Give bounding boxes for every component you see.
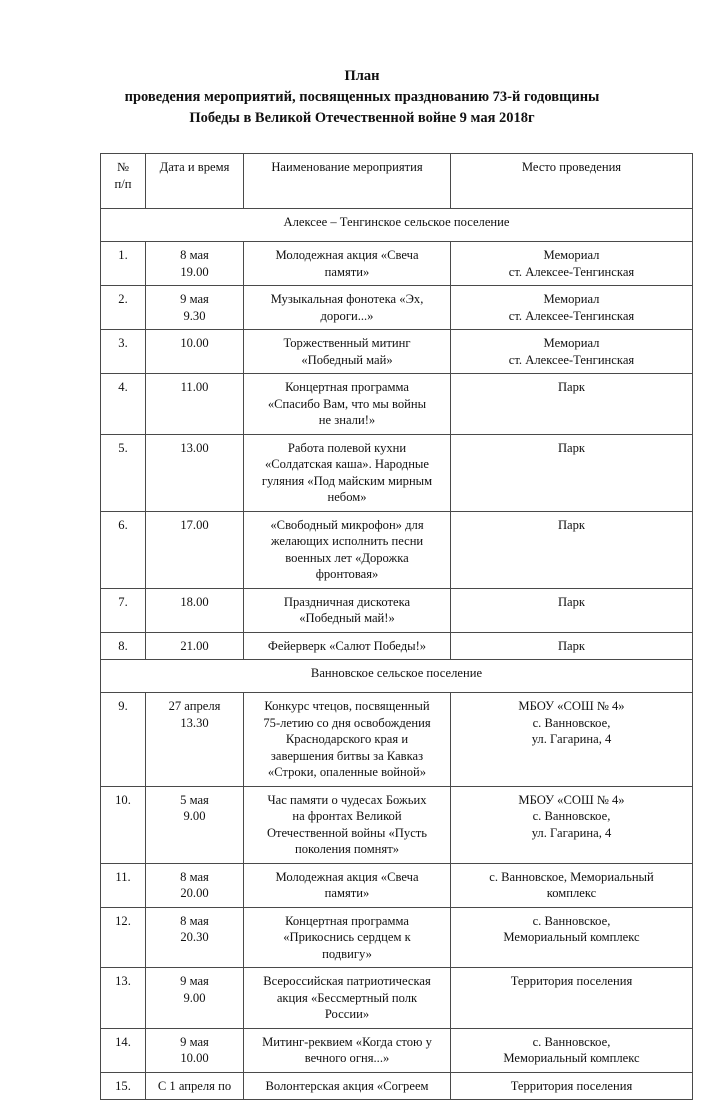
cell-number: 1. [101,242,146,286]
cell-place [451,1028,693,1072]
cell-event-line: «Свободный микрофон» для [270,517,424,532]
cell-number: 4. [101,374,146,435]
cell-place [451,330,693,374]
cell-event-line: дороги...» [320,308,374,323]
cell-place [451,863,693,907]
cell-event [244,434,451,511]
cell-place [451,786,693,863]
section-heading-row [101,209,693,242]
cell-event-line: подвигу» [322,946,372,961]
section-heading: Алексее – Тенгинское сельское поселение [101,209,693,242]
table-row [101,434,693,511]
table-row [101,693,693,787]
column-header-number [101,154,146,209]
cell-date-line: 19.00 [180,264,209,279]
table-row [101,286,693,330]
table-row [101,863,693,907]
cell-event [244,1028,451,1072]
table-row [101,511,693,588]
cell-event-line: Музыкальная фонотека «Эх, [270,292,424,306]
table-row [101,588,693,632]
cell-date-line: 9 мая [180,292,209,306]
cell-number: 7. [101,588,146,632]
cell-date [146,968,244,1029]
cell-event-line: «Строки, опаленные войной» [267,765,427,779]
cell-place-line: Парк [557,517,586,532]
plan-table-container [0,153,724,1100]
cell-event-line: России» [324,1007,370,1021]
cell-date-line: 20.30 [180,930,209,944]
cell-number: 10. [101,786,146,863]
column-header-event: Наименование мероприятия [244,154,451,209]
cell-date-line: 20.00 [180,886,209,900]
cell-place-line: с. Ванновское, [532,809,611,823]
cell-event [244,588,451,632]
cell-place-line: комплекс [546,886,597,900]
cell-place [451,632,693,660]
cell-event-line: Отечественной войны «Пусть [266,825,428,840]
cell-event-line: желающих исполнить песни [270,534,424,548]
cell-event-line: «Прикоснись сердцем к [283,930,411,944]
cell-date [146,286,244,330]
cell-date-line: 27 апреля [168,699,221,713]
title-line-3: Победы в Великой Отечественной войне 9 мая 2018г [189,110,535,126]
section-heading-row [101,660,693,693]
cell-event-line: Краснодарского края и [285,732,409,746]
cell-date-line: С 1 апреля по [157,1078,232,1093]
cell-event [244,374,451,435]
cell-date [146,863,244,907]
cell-event-line: Митинг-реквием «Когда стою у [262,1034,432,1049]
cell-date-line: 21.00 [180,638,209,653]
table-row [101,632,693,660]
cell-date-line: 5 мая [180,792,209,807]
cell-date [146,1028,244,1072]
cell-number: 11. [101,863,146,907]
cell-date-line: 9.00 [183,990,206,1005]
cell-event [244,511,451,588]
table-row [101,330,693,374]
cell-date-line: 18.00 [180,594,209,609]
cell-event-line: небом» [327,490,367,504]
cell-event [244,286,451,330]
cell-event-line: поколения помнят» [294,842,400,856]
cell-event [244,632,451,660]
cell-event-line: акция «Бессмертный полк [276,990,418,1005]
cell-event [244,693,451,787]
cell-date [146,786,244,863]
cell-number: 3. [101,330,146,374]
cell-date-line: 9 мая [180,1034,209,1049]
cell-number: 15. [101,1072,146,1100]
cell-date-line: 8 мая [180,248,209,262]
table-header-row [101,154,693,209]
cell-place-line: ст. Алексее-Тенгинская [508,352,635,367]
cell-event-line: памяти» [324,886,370,900]
cell-event-line: не знали!» [318,413,376,427]
cell-event-line: Конкурс чтецов, посвященный [264,699,430,713]
cell-date-line: 9 мая [180,974,209,988]
cell-place [451,374,693,435]
cell-date [146,1072,244,1100]
cell-place-line: с. Ванновское, [532,913,611,928]
cell-event [244,242,451,286]
cell-date-line: 9.00 [183,809,206,823]
cell-number: 5. [101,434,146,511]
cell-number: 14. [101,1028,146,1072]
cell-event [244,863,451,907]
cell-place [451,588,693,632]
cell-place-line: с. Ванновское, [532,715,611,730]
cell-date [146,588,244,632]
cell-number: 8. [101,632,146,660]
table-row [101,968,693,1029]
table-row [101,1072,693,1100]
cell-place [451,511,693,588]
cell-event-line: «Спасибо Вам, что мы войны [267,396,427,411]
cell-place-line: Территория поселения [510,974,633,988]
cell-place-line: с. Ванновское, [532,1034,611,1049]
cell-place-line: Мемориальный комплекс [503,1051,640,1065]
cell-event-line: Час памяти о чудесах Божьих [267,792,427,807]
cell-event-line: Торжественный митинг [283,336,411,350]
cell-event-line: «Солдатская каша». Народные [264,457,429,471]
cell-place-line: МБОУ «СОШ № 4» [518,792,625,807]
cell-event-line: гуляния «Под майским мирным [261,473,433,488]
table-row [101,1028,693,1072]
cell-place-line: Мемориал [543,336,600,350]
cell-date-line: 13.30 [180,715,209,730]
cell-place-line: ст. Алексее-Тенгинская [508,264,635,279]
cell-date-line: 8 мая [180,913,209,928]
cell-number: 12. [101,907,146,968]
cell-place [451,693,693,787]
cell-place-line: Территория поселения [510,1078,633,1093]
cell-date-line: 8 мая [180,869,209,884]
cell-date-line: 10.00 [180,1051,209,1065]
table-row [101,374,693,435]
column-header-place: Место проведения [451,154,693,209]
cell-event-line: на фронтах Великой [292,809,402,823]
cell-date-line: 11.00 [180,380,209,394]
cell-place [451,286,693,330]
column-header-number-line2: п/п [114,176,132,191]
cell-place-line: Мемориальный комплекс [503,930,640,944]
cell-event-line: фронтовая» [315,567,379,581]
cell-number: 13. [101,968,146,1029]
cell-event-line: «Победный май!» [299,611,395,625]
page-title [0,0,724,129]
cell-event-line: Молодежная акция «Свеча [275,869,419,884]
cell-place-line: ул. Гагарина, 4 [531,825,612,840]
cell-place-line: Мемориал [543,248,600,262]
cell-date-line: 9.30 [183,308,206,323]
cell-date [146,632,244,660]
cell-event-line: 75-летию со дня освобождения [263,715,431,730]
cell-place [451,968,693,1029]
cell-place [451,907,693,968]
cell-event-line: Молодежная акция «Свеча [275,248,419,262]
cell-event-line: Фейерверк «Салют Победы!» [267,638,427,653]
cell-date [146,374,244,435]
cell-date [146,330,244,374]
cell-event [244,786,451,863]
cell-number: 6. [101,511,146,588]
cell-date [146,434,244,511]
cell-place [451,242,693,286]
table-head [101,154,693,209]
cell-event [244,907,451,968]
cell-date [146,242,244,286]
cell-date-line: 17.00 [180,517,209,532]
cell-place [451,434,693,511]
table-row [101,242,693,286]
table-row [101,907,693,968]
cell-place-line: ул. Гагарина, 4 [531,732,612,746]
cell-place-line: Парк [557,638,586,653]
cell-place-line: Мемориал [543,292,600,306]
cell-number: 2. [101,286,146,330]
column-header-date: Дата и время [146,154,244,209]
cell-number: 9. [101,693,146,787]
table-row [101,786,693,863]
title-line-1: План [344,68,380,84]
cell-event-line: Концертная программа [285,913,409,928]
cell-event [244,330,451,374]
cell-place-line: МБОУ «СОШ № 4» [518,699,625,713]
cell-date-line: 13.00 [180,440,209,455]
column-header-number-line1: № [116,160,130,174]
cell-event-line: Праздничная дискотека [283,594,411,609]
cell-event-line: Работа полевой кухни [287,440,407,455]
title-line-2: проведения мероприятий, посвященных празднованию 73-й годовщины [124,89,600,105]
cell-event-line: Волонтерская акция «Согреем [265,1078,429,1093]
cell-date [146,907,244,968]
plan-table [100,153,693,1100]
cell-place [451,1072,693,1100]
cell-event [244,1072,451,1100]
cell-event [244,968,451,1029]
cell-place-line: Парк [557,440,586,455]
cell-event-line: Концертная программа [285,380,409,394]
cell-date-line: 10.00 [180,336,209,350]
cell-date [146,693,244,787]
cell-event-line: «Победный май» [301,352,393,367]
cell-event-line: памяти» [324,264,370,279]
cell-place-line: с. Ванновское, Мемориальный [489,869,654,884]
cell-event-line: Всероссийская патриотическая [263,974,431,988]
cell-date [146,511,244,588]
cell-event-line: завершения битвы за Кавказ [270,748,424,763]
section-heading: Ванновское сельское поселение [101,660,693,693]
cell-place-line: ст. Алексее-Тенгинская [508,308,635,323]
table-body [101,209,693,1100]
cell-event-line: вечного огня...» [304,1051,390,1065]
cell-place-line: Парк [557,594,586,609]
cell-event-line: военных лет «Дорожка [285,550,409,565]
cell-place-line: Парк [557,380,586,394]
